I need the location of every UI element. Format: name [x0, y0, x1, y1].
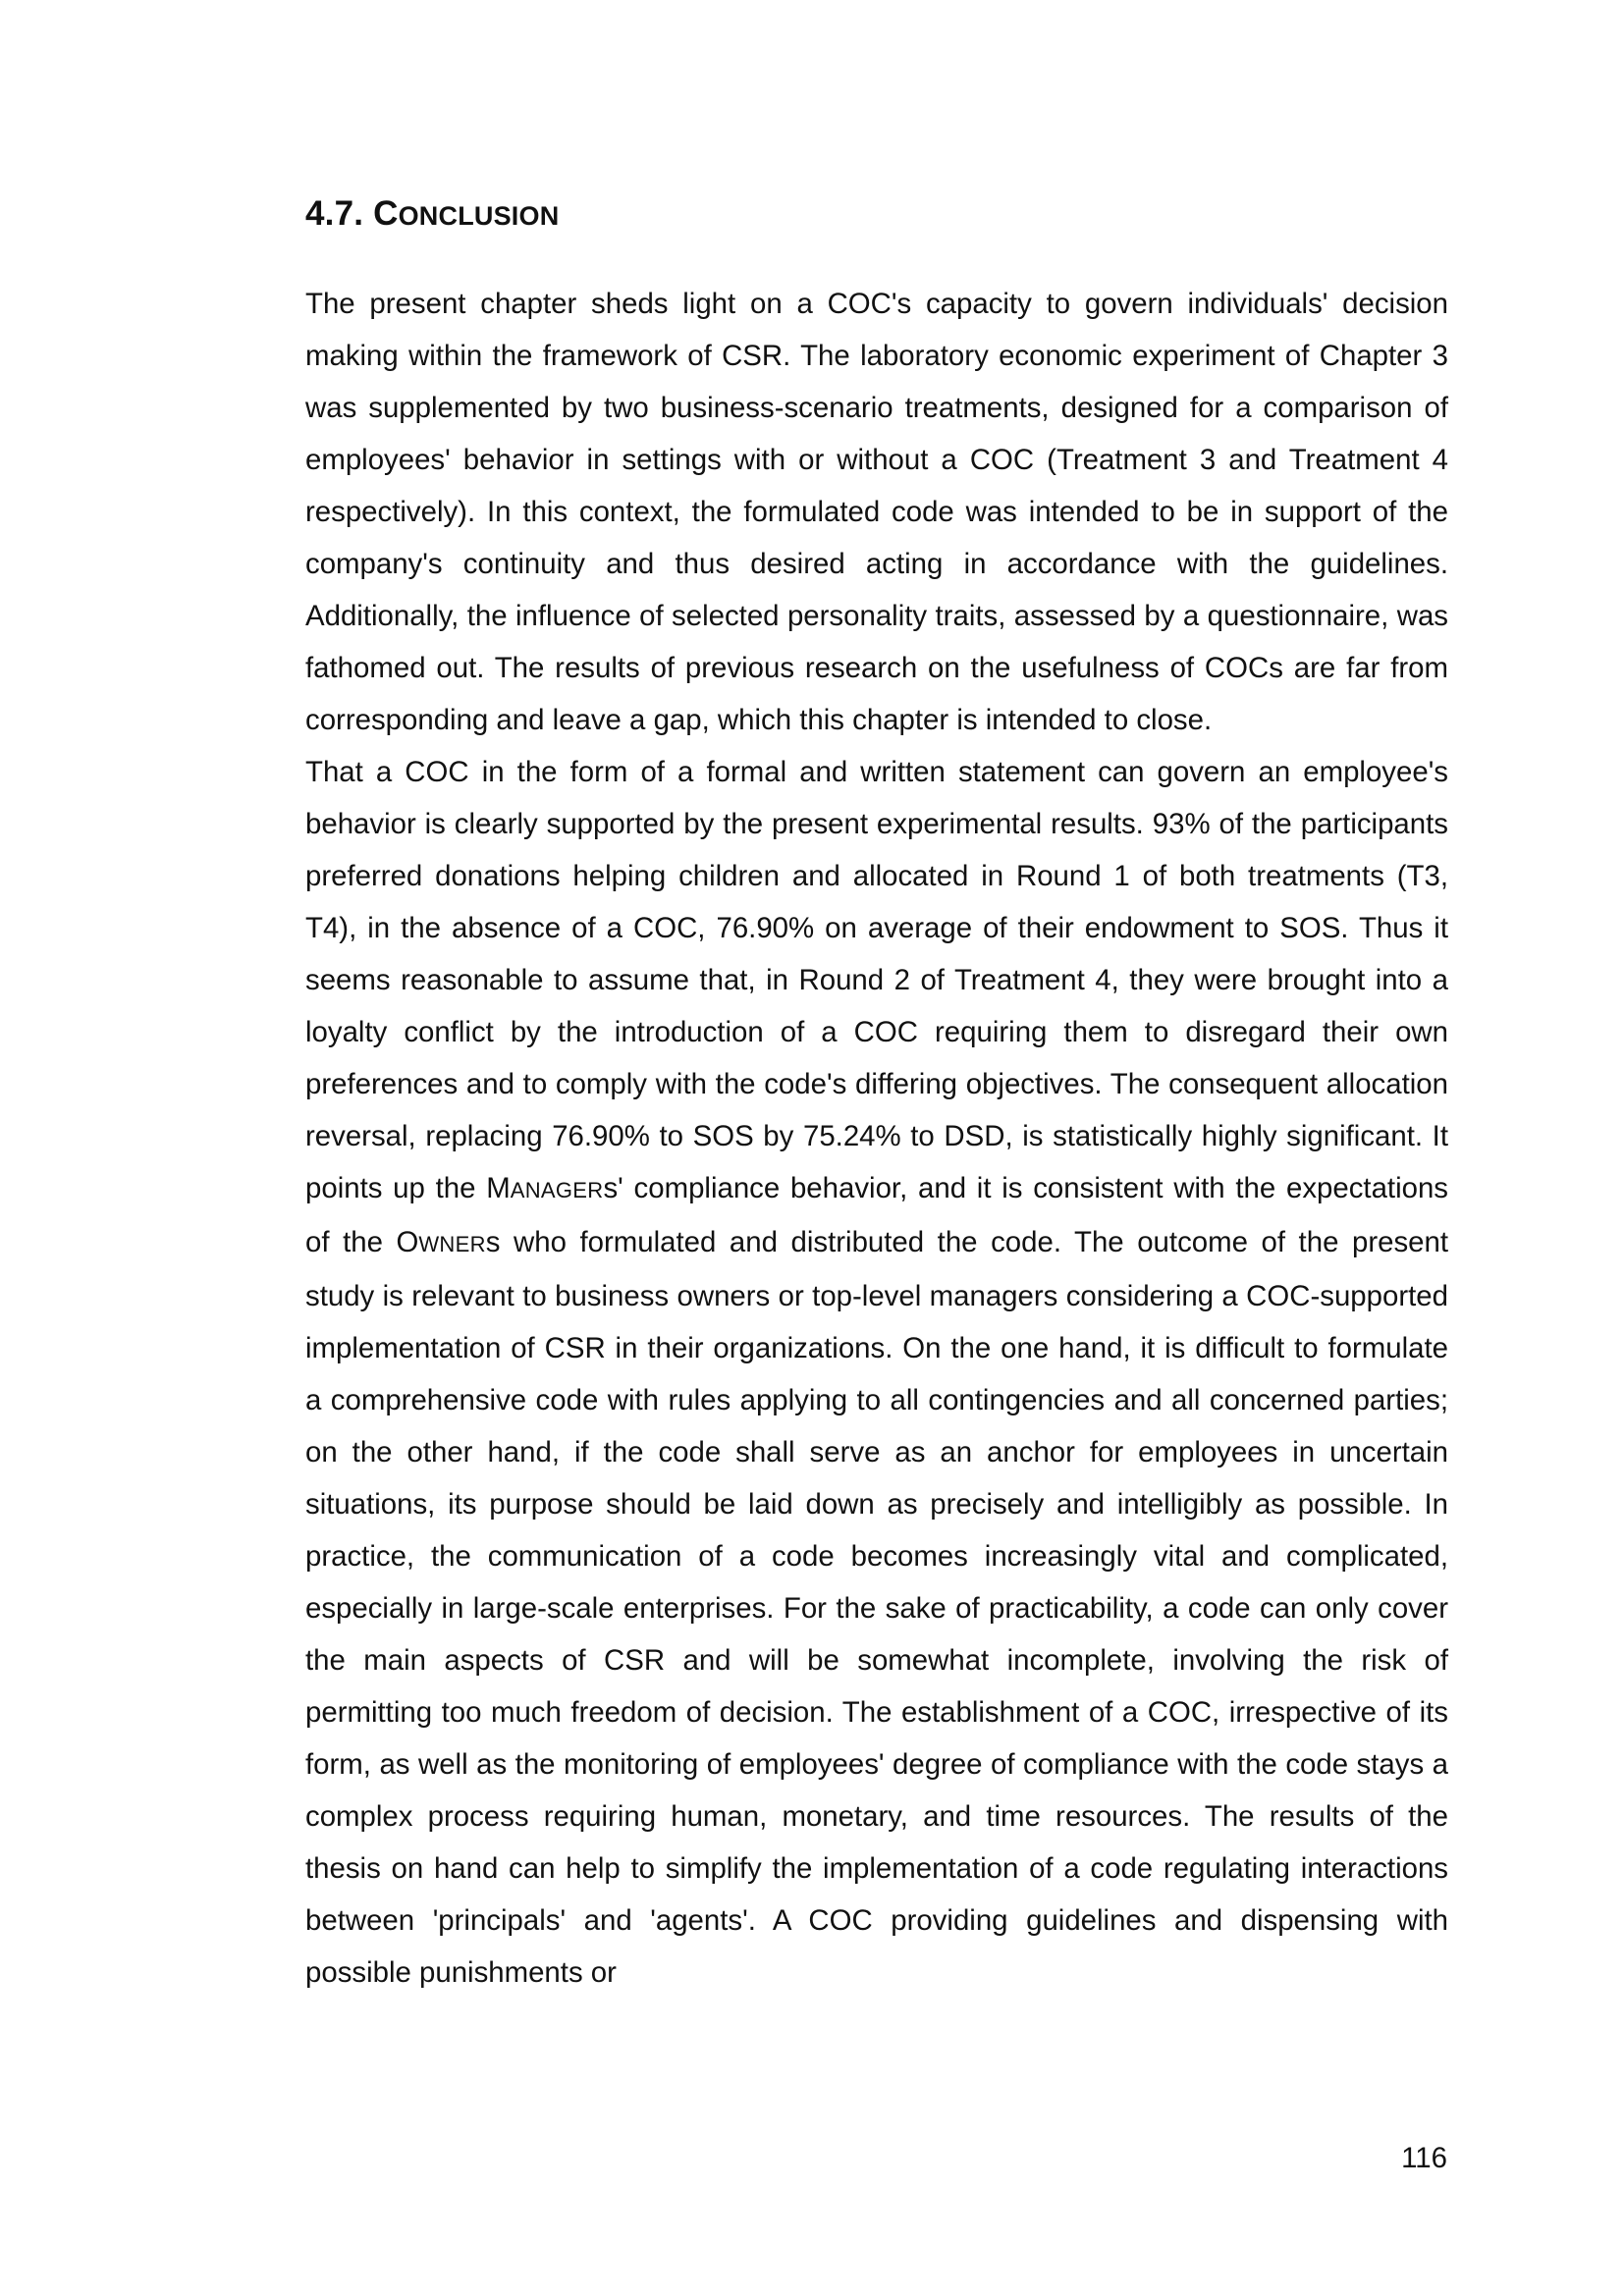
paragraph-results-part-2: ' compliance behavior, and it is consistent with the expectations of the	[305, 1172, 1448, 1258]
managers-smallcaps: ANAGER	[510, 1178, 604, 1202]
owners-suffix: s	[485, 1226, 501, 1258]
paragraph-intro: The present chapter sheds light on a COC's capacity to govern individuals' decision making within the framework of CSR. The laboratory economic experiment of Chapter 3 was supplemented by two business-scenario treatments, designed for a comparison of employees' behavior in settings with or without a COC (Treatment 3 and Treatment 4 respectively). In this context, the formulated code was intended to be in support of the company's continuity and thus desired acting in accordance with the guidelines. Additionally, the influence of selected personality traits, assessed by a questionnaire, was fathomed out. The results of previous research on the usefulness of COCs are far from corresponding and leave a gap, which this chapter is intended to close.	[305, 288, 1448, 736]
body-text	[305, 278, 1448, 1999]
paragraph-results-part-3: who formulated and distributed the code. The outcome of the present study is relevant to business owners or top-level managers considering a COC-supported implementation of CSR in their organizations. On the one hand, it is difficult to formulate a comprehensive code with rules applying to all contingencies and all concerned parties; on the other hand, if the code shall serve as an anchor for employees in uncertain situations, its purpose should be laid down as precisely and intelligibly as possible. In practice, the communication of a code becomes increasingly vital and complicated, especially in large-scale enterprises. For the sake of practicability, a code can only cover the main aspects of CSR and will be somewhat incomplete, involving the risk of permitting too much freedom of decision. The establishment of a COC, irrespective of its form, as well as the monitoring of employees' degree of compliance with the code stays a complex process requiring human, monetary, and time resources. The results of the thesis on hand can help to simplify the implementation of a code regulating interactions between 'principals' and 'agents'. A COC providing guidelines and dispensing with possible punishments or	[305, 1226, 1448, 1989]
section-number: 4.7.	[305, 194, 364, 233]
managers-initial: M	[486, 1172, 511, 1204]
page-number: 116	[1401, 2142, 1447, 2174]
paragraph-results-part-1: That a COC in the form of a formal and written statement can govern an employee's behavior is clearly supported by the present experimental results. 93% of the participants preferred donations helping children and allocated in Round 1 of both treatments (T3, T4), in the absence of a COC, 76.90% on average of their endowment to SOS. Thus it seems reasonable to assume that, in Round 2 of Treatment 4, they were brought into a loyalty conflict by the introduction of a COC requiring them to disregard their own preferences and to comply with the code's differing objectives. The consequent allocation reversal, replacing 76.90% to SOS by 75.24% to DSD, is statistically highly significant. It points up the	[305, 756, 1448, 1204]
heading-initial: C	[373, 194, 399, 233]
section-heading	[305, 194, 559, 234]
owners-smallcaps: WNER	[418, 1232, 486, 1256]
paragraph-results	[305, 746, 1448, 1999]
heading-smallcaps: ONCLUSION	[398, 201, 560, 231]
owners-initial: O	[396, 1226, 419, 1258]
managers-suffix: s	[603, 1172, 619, 1204]
